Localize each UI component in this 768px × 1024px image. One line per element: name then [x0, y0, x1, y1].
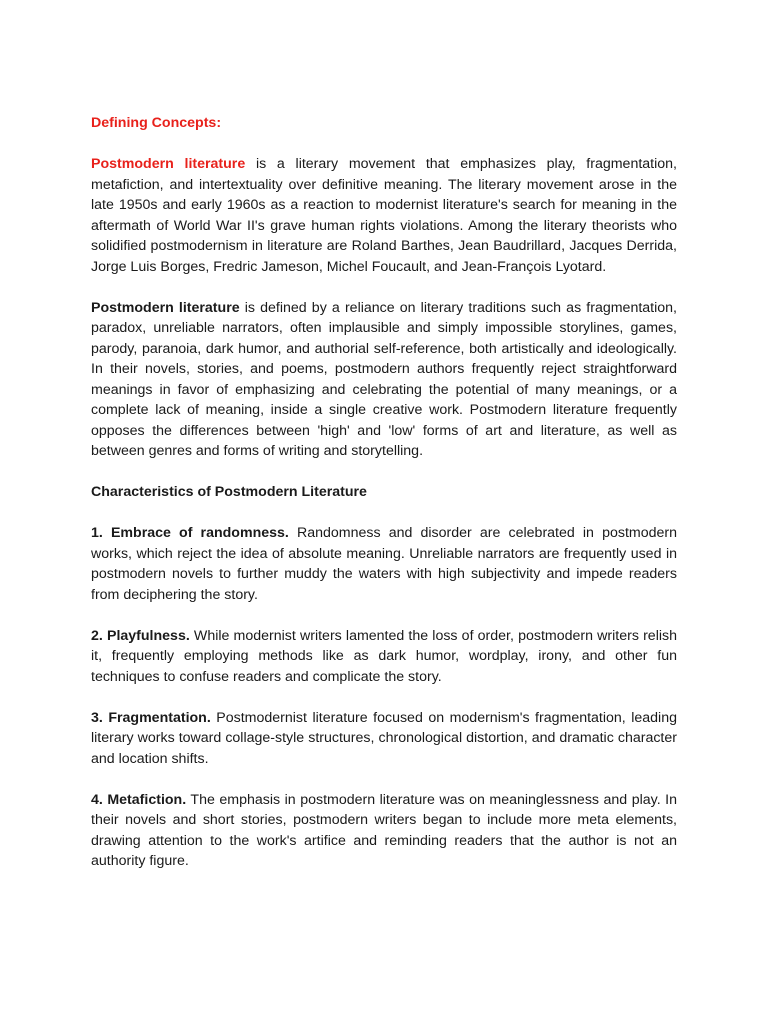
intro-text: is a literary movement that emphasizes play, fragmentation, metafiction, and intertextuality over definitive meaning. The literary movement arose in the late 1950s and early 1960s as a reaction to modernist literature's search for meaning in the aftermath of World War II's grave human rights violations. Among the literary theorists who solidified postmodernism in literature are Roland Barthes, Jean Baudrillard, Jacques Derrida, Jorge Luis Borges, Fredric Jameson, Michel Foucault, and Jean-François Lyotard.	[91, 156, 677, 275]
characteristic-title: 1. Embrace of randomness.	[91, 525, 289, 541]
characteristic-text: Postmodernist literature focused on modernism's fragmentation, leading literary works toward collage-style structures, chronological distortion, and dramatic character and location shifts.	[91, 709, 677, 767]
characteristic-text: While modernist writers lamented the loss of order, postmodern writers relish it, frequently employing methods like as dark humor, wordplay, irony, and other fun techniques to confuse readers and complicate the story.	[91, 627, 677, 685]
document-page	[91, 113, 677, 892]
defining-concepts-heading: Defining Concepts:	[91, 115, 222, 131]
characteristic-text: The emphasis in postmodern literature was on meaninglessness and play. In their novels and short stories, postmodern writers began to include more meta elements, drawing attention to the work's artifice and reminding readers that the author is not an authority figure.	[91, 791, 677, 869]
characteristic-item	[91, 523, 677, 605]
characteristic-title: 2. Playfulness.	[91, 627, 190, 644]
characteristics-heading: Characteristics of Postmodern Literature	[91, 484, 367, 500]
characteristic-item	[91, 790, 677, 872]
intro-term: Postmodern literature	[91, 156, 246, 172]
characteristic-title: 4. Metafiction.	[91, 791, 187, 808]
definition-paragraph	[91, 298, 677, 462]
characteristic-item	[91, 708, 677, 770]
characteristic-item	[91, 626, 677, 688]
characteristic-text: Randomness and disorder are celebrated in postmodern works, which reject the idea of absolute meaning. Unreliable narrators are frequently used in postmodern novels to further muddy the waters with high subjectivity and impede readers from deciphering the story.	[91, 525, 677, 603]
definition-term: Postmodern literature	[91, 299, 240, 316]
definition-text: is defined by a reliance on literary traditions such as fragmentation, paradox, unreliable narrators, often implausible and simply impossible storylines, games, parody, paranoia, dark humor, and authorial self-reference, both artistically and ideologically. In their novels, stories, and poems, postmodern authors frequently reject straightforward meanings in favor of emphasizing and celebrating the potential of many meanings, or a complete lack of meaning, inside a single creative work. Postmodern literature frequently opposes the differences between 'high' and 'low' forms of art and literature, as well as between genres and forms of writing and storytelling.	[91, 299, 677, 459]
characteristic-title: 3. Fragmentation.	[91, 709, 211, 726]
intro-paragraph	[91, 154, 677, 277]
